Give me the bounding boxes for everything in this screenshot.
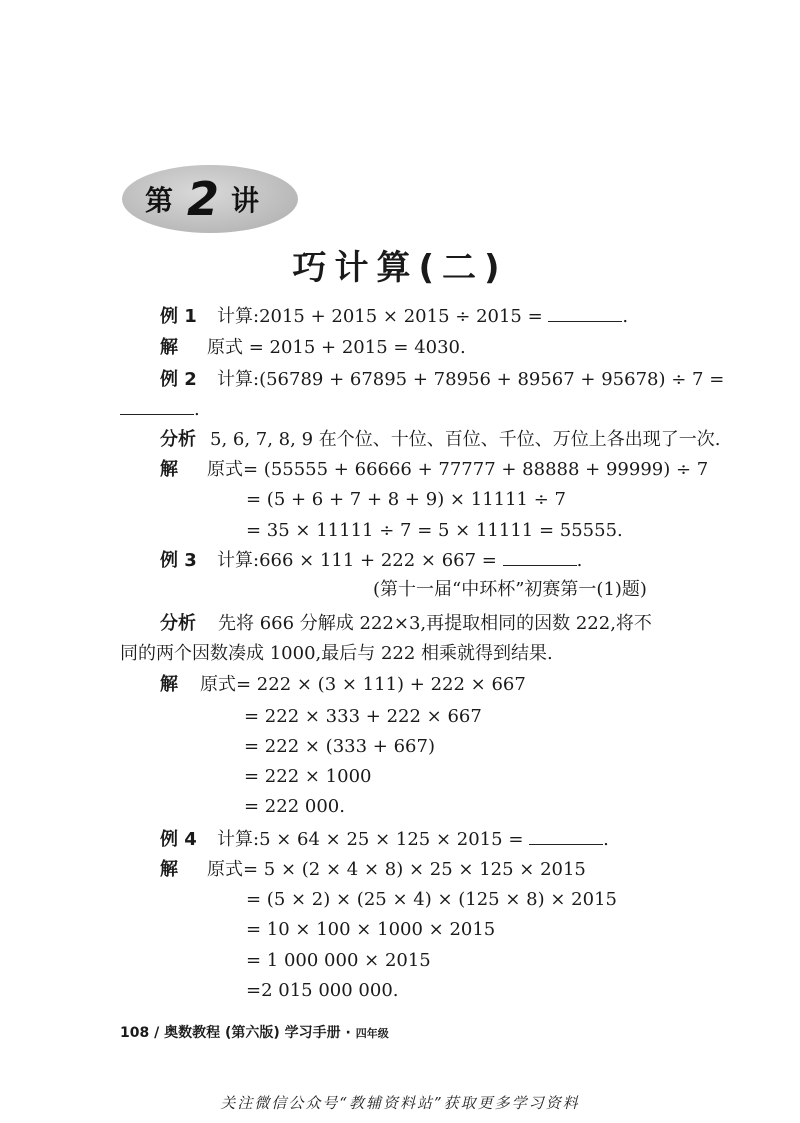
line-text-content: = 222 × 333 + 222 × 667 [244, 706, 482, 727]
line-text-content: = 35 × 11111 ÷ 7 = 5 × 11111 = 55555. [246, 520, 623, 541]
page-footer [120, 1022, 389, 1042]
line-text [246, 519, 623, 543]
line-text-content: = (5 + 6 + 7 + 8 + 9) × 11111 ÷ 7 [246, 489, 566, 510]
line-text-content: 同的两个因数凑成 1000,最后与 222 相乘就得到结果. [120, 643, 553, 664]
line-end-punct: . [622, 306, 629, 327]
badge-prefix: 第 [145, 184, 174, 217]
badge-number: 2 [187, 172, 218, 226]
line-text [120, 642, 553, 666]
line-text [246, 888, 617, 912]
line-text-content: 原式= 222 × (3 × 111) + 222 × 667 [200, 674, 526, 695]
line-text [373, 578, 647, 602]
line-text-content: = (5 × 2) × (25 × 4) × (125 × 8) × 2015 [246, 889, 617, 910]
page-title: 巧计算(二) [292, 248, 508, 288]
line-label: 例 3 [160, 550, 197, 571]
line-text-content: 先将 666 分解成 222×3,再提取相同的因数 222,将不 [218, 613, 652, 634]
line-text [244, 765, 372, 789]
line-text-content: =2 015 000 000. [246, 980, 399, 1001]
line-label: 解 [160, 337, 178, 358]
line-text-content: 原式= 5 × (2 × 4 × 8) × 25 × 125 × 2015 [207, 859, 586, 880]
answer-blank [548, 305, 622, 322]
answer-blank [529, 828, 603, 845]
line-end-punct: . [194, 399, 200, 420]
line-text-content: 原式 = 2015 + 2015 = 4030. [207, 337, 466, 358]
line-text [207, 858, 586, 882]
lesson-badge-text [145, 170, 259, 228]
line-text-content: = 222 000. [244, 796, 345, 817]
line-text-content: 原式= (55555 + 66666 + 77777 + 88888 + 99999) ÷ 7 [207, 459, 709, 480]
badge-suffix: 讲 [231, 184, 260, 217]
line-text [217, 549, 582, 573]
line-text [246, 979, 399, 1003]
line-text [246, 488, 566, 512]
line-text [210, 428, 720, 452]
answer-blank [120, 398, 194, 415]
page-number: 108 [120, 1025, 150, 1041]
line-label: 分析 [160, 613, 196, 634]
line-text [244, 705, 482, 729]
answer-blank [503, 549, 577, 566]
line-end-punct: . [576, 550, 583, 571]
line-text [207, 336, 466, 360]
footer-separator: / [149, 1025, 165, 1041]
line-text [217, 368, 724, 392]
line-label: 例 2 [160, 369, 197, 390]
line-text-content: 5, 6, 7, 8, 9 在个位、十位、百位、千位、万位上各出现了一次. [210, 429, 721, 450]
line-text [217, 828, 609, 852]
line-text [217, 305, 628, 329]
line-text [200, 673, 526, 697]
line-label: 解 [160, 459, 178, 480]
line-text-content: 计算:(56789 + 67895 + 78956 + 89567 + 95678) ÷ 7 = [217, 369, 725, 390]
line-label: 分析 [160, 429, 196, 450]
line-text [120, 398, 200, 422]
grade-label: 四年级 [355, 1027, 389, 1040]
line-text-content: = 222 × (333 + 667) [244, 736, 435, 757]
line-text [246, 918, 495, 942]
line-text-content: (第十一届“中环杯”初赛第一(1)题) [373, 579, 647, 600]
line-text-content: = 10 × 100 × 1000 × 2015 [246, 919, 496, 940]
line-text-content: 计算:2015 + 2015 × 2015 ÷ 2015 = [217, 306, 549, 327]
line-text-content: = 1 000 000 × 2015 [246, 950, 431, 971]
line-label: 解 [160, 674, 178, 695]
line-label: 例 1 [160, 306, 197, 327]
line-end-punct: . [603, 829, 609, 850]
line-text [246, 949, 431, 973]
line-text [244, 795, 345, 819]
line-text-content: 计算:5 × 64 × 25 × 125 × 2015 = [217, 829, 530, 850]
line-text-content: 计算:666 × 111 + 222 × 667 = [217, 550, 503, 571]
line-text-content: = 222 × 1000 [244, 766, 372, 787]
line-text [207, 458, 708, 482]
line-text [244, 735, 435, 759]
line-label: 解 [160, 859, 178, 880]
book-title: 奥数教程 (第六版) 学习手册 · [164, 1025, 356, 1041]
watermark-text: 关注微信公众号“教辅资料站”获取更多学习资料 [220, 1094, 580, 1112]
line-text [218, 612, 652, 636]
line-label: 例 4 [160, 829, 197, 850]
